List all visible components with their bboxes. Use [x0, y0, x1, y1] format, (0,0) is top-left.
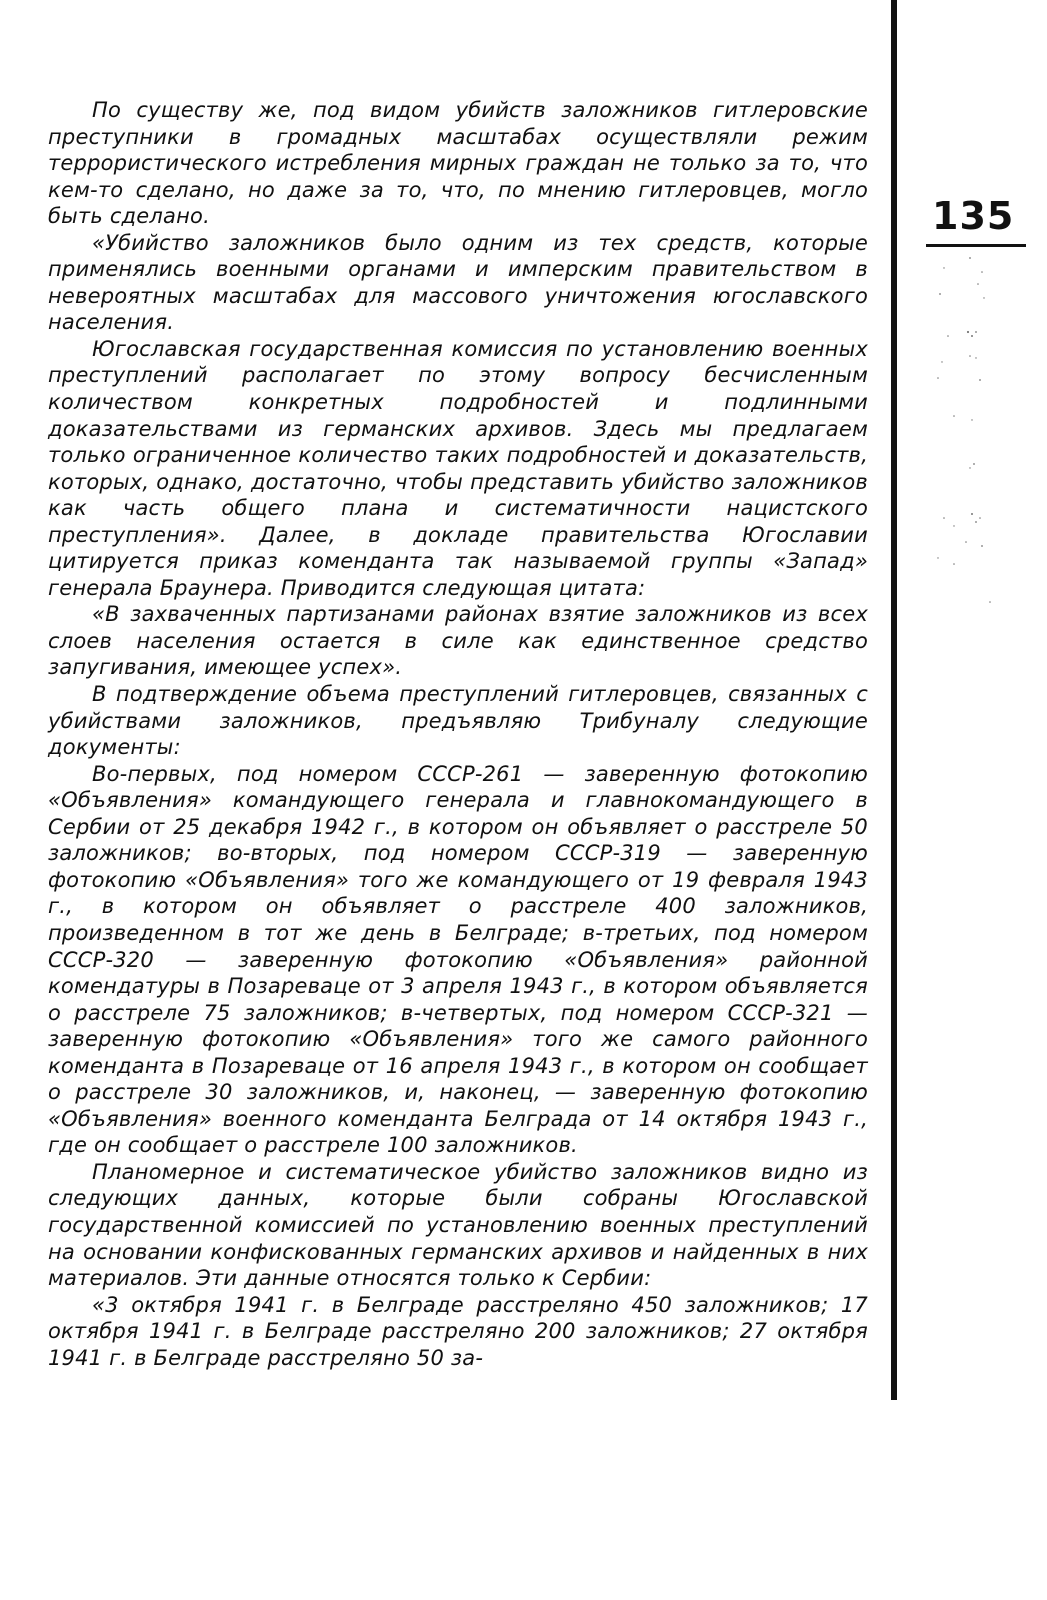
paragraph: Во-первых, под номером СССР-261 — заверенную фотокопию «Объявления» командующего генерала и главнокомандующего в Сербии от 25 декабря 1942 г., в котором он объявляет о расстреле 50 заложников; во-вторых, под номером СССР-319 — заверенную фотокопию «Объявления» того же командующего от 19 февраля 1943 г., в котором он объявляет о расстреле 400 заложников, произведенном в тот же день в Белграде; в-третьих, под номером СССР-320 — заверенную фотокопию «Объявления» районной комендатуры в Позареваце от 3 апреля 1943 г., в котором объявляется о расстреле 75 заложников; в-четвертых, под номером СССР-321 — заверенную фотокопию «Объявления» того же самого районного коменданта в Позареваце от 16 апреля 1943 г., в котором он сообщает о расстреле 30 заложников, и, наконец, — заверенную фотокопию «Объявления» военного коменданта Белграда от 14 октября 1943 г., где он сообщает о расстреле 100 заложников.	[48, 761, 868, 1158]
vertical-rule	[891, 0, 897, 1400]
scan-speckle-decoration	[910, 250, 1020, 620]
page-number-underline	[926, 244, 1026, 247]
paragraph: Планомерное и систематическое убийство заложников видно из следующих данных, которые были собраны Югославской государственной комиссией по установлению военных преступлений на основании конфискованных германских архивов и найденных в них материалов. Эти данные относятся только к Сербии:	[48, 1159, 868, 1291]
paragraph: В подтверждение объема преступлений гитлеровцев, связанных с убийствами заложников, предъявляю Трибуналу следующие документы:	[48, 682, 868, 760]
paragraph: «Убийство заложников было одним из тех средств, которые применялись военными органами и имперским правительством в невероятных масштабах для массового уничтожения югославского населения.	[48, 230, 868, 335]
paragraph: «В захваченных партизанами районах взятие заложников из всех слоев населения остается в силе как единственное средство запугивания, имеющее успех».	[48, 602, 868, 680]
paragraph: «3 октября 1941 г. в Белграде расстреляно 450 заложников; 17 октября 1941 г. в Белграде расстреляно 200 заложников; 27 октября 1941 г. в Белграде расстреляно 50 за-	[48, 1292, 868, 1370]
body-text	[48, 97, 868, 1371]
page-number: 135	[932, 194, 1015, 238]
paragraph: По существу же, под видом убийств заложников гитлеровские преступники в громадных масштабах осуществляли режим террористического истребления мирных граждан не только за то, что кем-то сделано, но даже за то, что, по мнению гитлеровцев, могло быть сделано.	[48, 98, 868, 229]
paragraph: Югославская государственная комиссия по установлению военных преступлений располагает по этому вопросу бесчисленным количеством конкретных подробностей и подлинными доказательствами из германских архивов. Здесь мы предлагаем только ограниченное количество таких подробностей и доказательств, которых, однако, достаточно, чтобы представить убийство заложников как часть общего плана и систематичности нацистского преступления». Далее, в докладе правительства Югославии цитируется приказ коменданта так называемой группы «Запад» генерала Браунера. Приводится следующая цитата:	[48, 336, 868, 600]
